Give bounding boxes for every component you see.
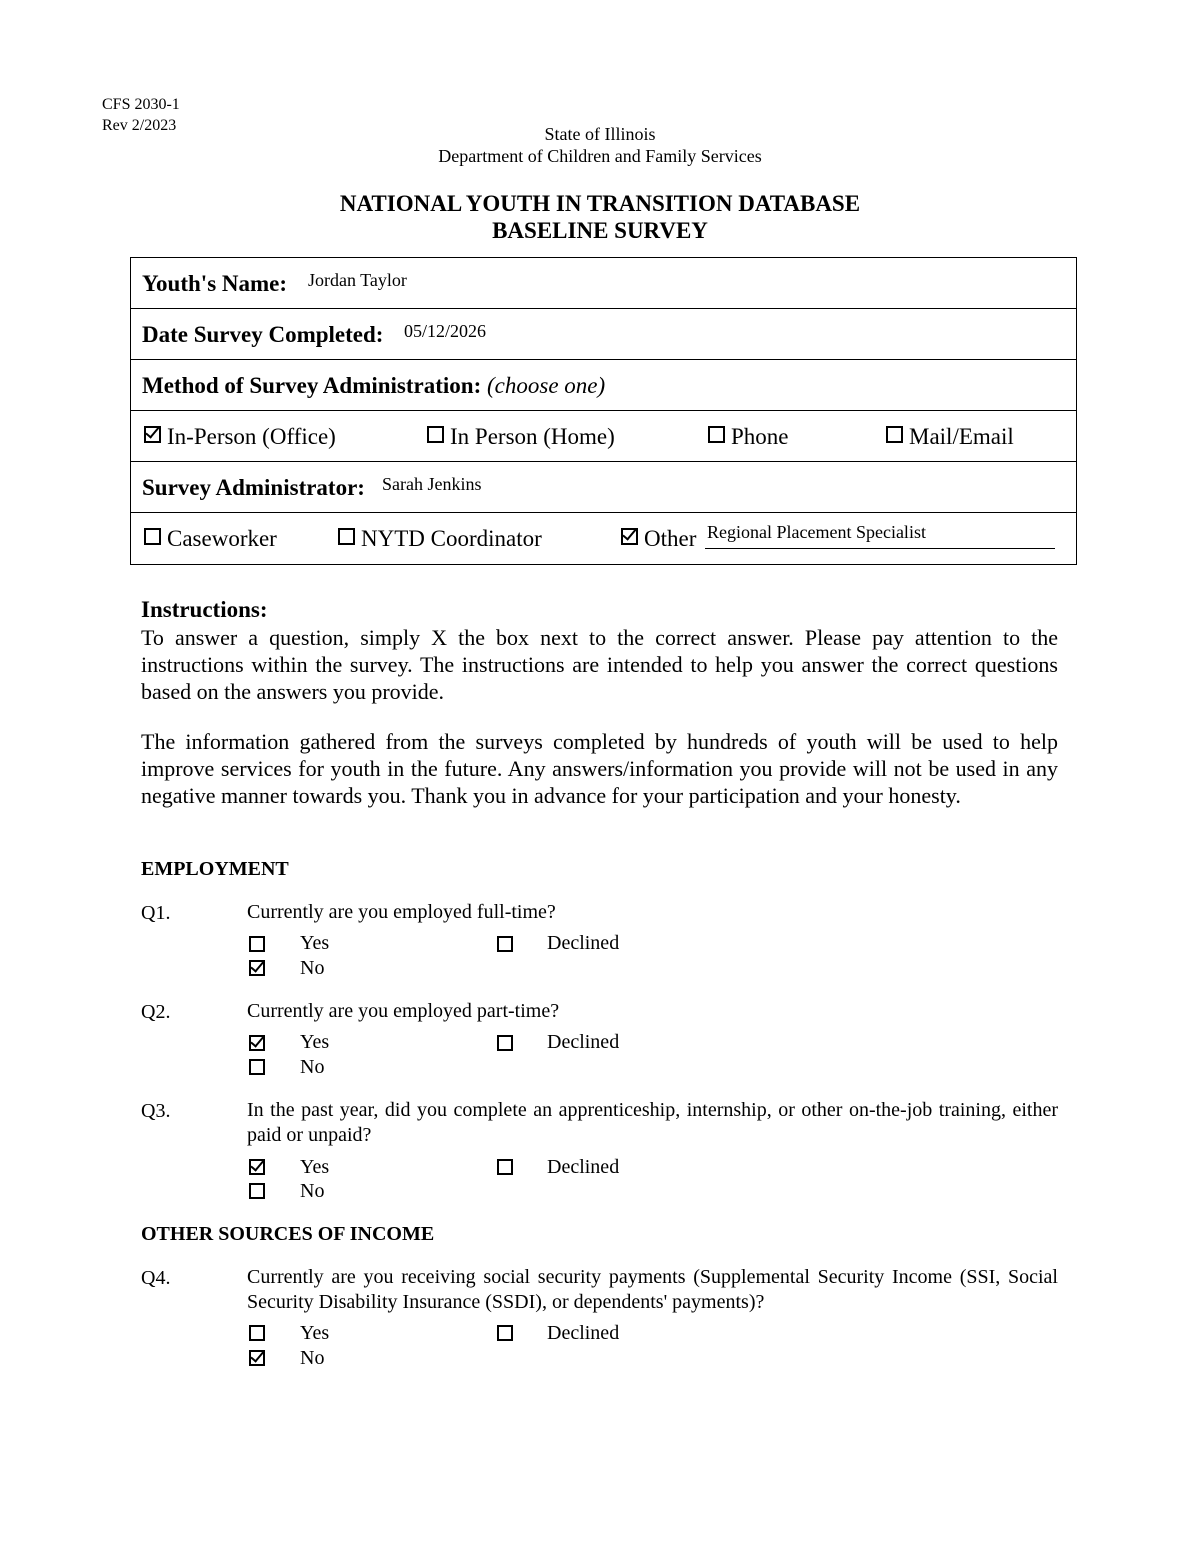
answer-no-label: No <box>300 1180 325 1202</box>
answer-no-checkbox-checked-icon[interactable] <box>249 960 265 976</box>
role-option-caseworker[interactable] <box>144 526 277 552</box>
question-number: Q2. <box>141 1001 171 1023</box>
form-revision: Rev 2/2023 <box>102 117 177 134</box>
instructions-paragraph-2: The information gathered from the surveys completed by hundreds of youth will be used to help improve services for youth in the future. Any answers/information you provide will not be used in any negative manner towards you. Thank you in advance for your participation and your honesty. <box>141 729 1058 808</box>
method-option-label: Phone <box>731 424 789 449</box>
instructions-heading: Instructions: <box>141 597 268 622</box>
method-option-label: Mail/Email <box>909 424 1014 449</box>
answer-no-checkbox-checked-icon[interactable] <box>249 1350 265 1366</box>
answer-yes-label: Yes <box>300 932 330 954</box>
role-option-label: Caseworker <box>167 526 277 551</box>
method-label <box>142 373 605 399</box>
department-name: Department of Children and Family Services <box>438 146 762 166</box>
answer-declined-checkbox-icon[interactable] <box>497 1035 513 1051</box>
method-options-row <box>131 411 1076 462</box>
checkbox-icon[interactable] <box>708 426 725 443</box>
administrator-field[interactable]: Sarah Jenkins <box>382 474 482 494</box>
section-employment: EMPLOYMENT <box>141 858 289 880</box>
answer-no-checkbox-icon[interactable] <box>249 1183 265 1199</box>
role-option-label: NYTD Coordinator <box>361 526 542 551</box>
youth-name-label: Youth's Name: <box>142 271 288 296</box>
answer-declined-checkbox-icon[interactable] <box>497 1325 513 1341</box>
date-field[interactable]: 05/12/2026 <box>404 321 487 341</box>
answer-declined-label: Declined <box>547 1031 620 1053</box>
question-text: Currently are you employed part-time? <box>247 1000 560 1022</box>
method-option-office[interactable] <box>144 424 336 450</box>
answer-yes-label: Yes <box>300 1031 330 1053</box>
state-name: State of Illinois <box>544 124 656 144</box>
answer-declined-checkbox-icon[interactable] <box>497 1159 513 1175</box>
youth-name-field[interactable]: Jordan Taylor <box>308 270 407 290</box>
role-option-label: Other <box>644 526 697 551</box>
other-role-field[interactable]: Regional Placement Specialist <box>707 522 926 542</box>
method-option-home[interactable] <box>427 424 615 450</box>
answer-no-checkbox-icon[interactable] <box>249 1059 265 1075</box>
answer-yes-checkbox-icon[interactable] <box>249 1325 265 1341</box>
role-option-other[interactable] <box>621 526 696 552</box>
info-box <box>130 257 1077 565</box>
method-option-mail[interactable] <box>886 424 1014 450</box>
question-number: Q4. <box>141 1267 171 1289</box>
answer-yes-label: Yes <box>300 1322 330 1344</box>
role-option-nytd[interactable] <box>338 526 542 552</box>
answer-yes-checkbox-icon[interactable] <box>249 936 265 952</box>
instructions-paragraph-1: To answer a question, simply X the box next to the correct answer. Please pay attention to the instructions within the survey. The instructions are intended to help you answer the correct questions based on the answers you provide. <box>141 625 1058 704</box>
page-subtitle: BASELINE SURVEY <box>492 218 708 243</box>
checkbox-icon[interactable] <box>144 528 161 545</box>
page-title: NATIONAL YOUTH IN TRANSITION DATABASE <box>339 191 861 216</box>
answer-no-label: No <box>300 1347 325 1369</box>
administrator-row <box>131 462 1076 513</box>
question-text: Currently are you employed full-time? <box>247 901 556 923</box>
other-role-underline <box>705 548 1055 549</box>
method-option-label: In-Person (Office) <box>167 424 336 449</box>
form-number: CFS 2030-1 <box>102 96 180 113</box>
administrator-label: Survey Administrator: <box>142 475 365 500</box>
checkbox-checked-icon[interactable] <box>144 426 161 443</box>
answer-yes-checkbox-checked-icon[interactable] <box>249 1035 265 1051</box>
question-text: Currently are you receiving social security payments (Supplemental Security Income (SSI, Social Security Disability Insurance (SSDI), or dependents' payments)? <box>247 1266 1058 1313</box>
role-row <box>131 513 1076 564</box>
method-option-phone[interactable] <box>708 424 789 450</box>
checkbox-checked-icon[interactable] <box>621 528 638 545</box>
youth-name-row <box>131 258 1076 309</box>
method-row <box>131 360 1076 411</box>
answer-declined-label: Declined <box>547 1156 620 1178</box>
answer-declined-checkbox-icon[interactable] <box>497 936 513 952</box>
method-hint: (choose one) <box>487 373 606 398</box>
section-other-income: OTHER SOURCES OF INCOME <box>141 1223 435 1245</box>
method-option-label: In Person (Home) <box>450 424 615 449</box>
answer-no-label: No <box>300 1056 325 1078</box>
question-number: Q1. <box>141 902 171 924</box>
answer-yes-label: Yes <box>300 1156 330 1178</box>
checkbox-icon[interactable] <box>338 528 355 545</box>
answer-no-label: No <box>300 957 325 979</box>
answer-declined-label: Declined <box>547 932 620 954</box>
date-row <box>131 309 1076 360</box>
answer-declined-label: Declined <box>547 1322 620 1344</box>
checkbox-icon[interactable] <box>886 426 903 443</box>
date-label: Date Survey Completed: <box>142 322 384 347</box>
question-number: Q3. <box>141 1100 171 1122</box>
answer-yes-checkbox-checked-icon[interactable] <box>249 1159 265 1175</box>
checkbox-icon[interactable] <box>427 426 444 443</box>
method-label-text: Method of Survey Administration: <box>142 373 482 398</box>
question-text: In the past year, did you complete an apprenticeship, internship, or other on-the-job training, either paid or unpaid? <box>247 1099 1058 1146</box>
